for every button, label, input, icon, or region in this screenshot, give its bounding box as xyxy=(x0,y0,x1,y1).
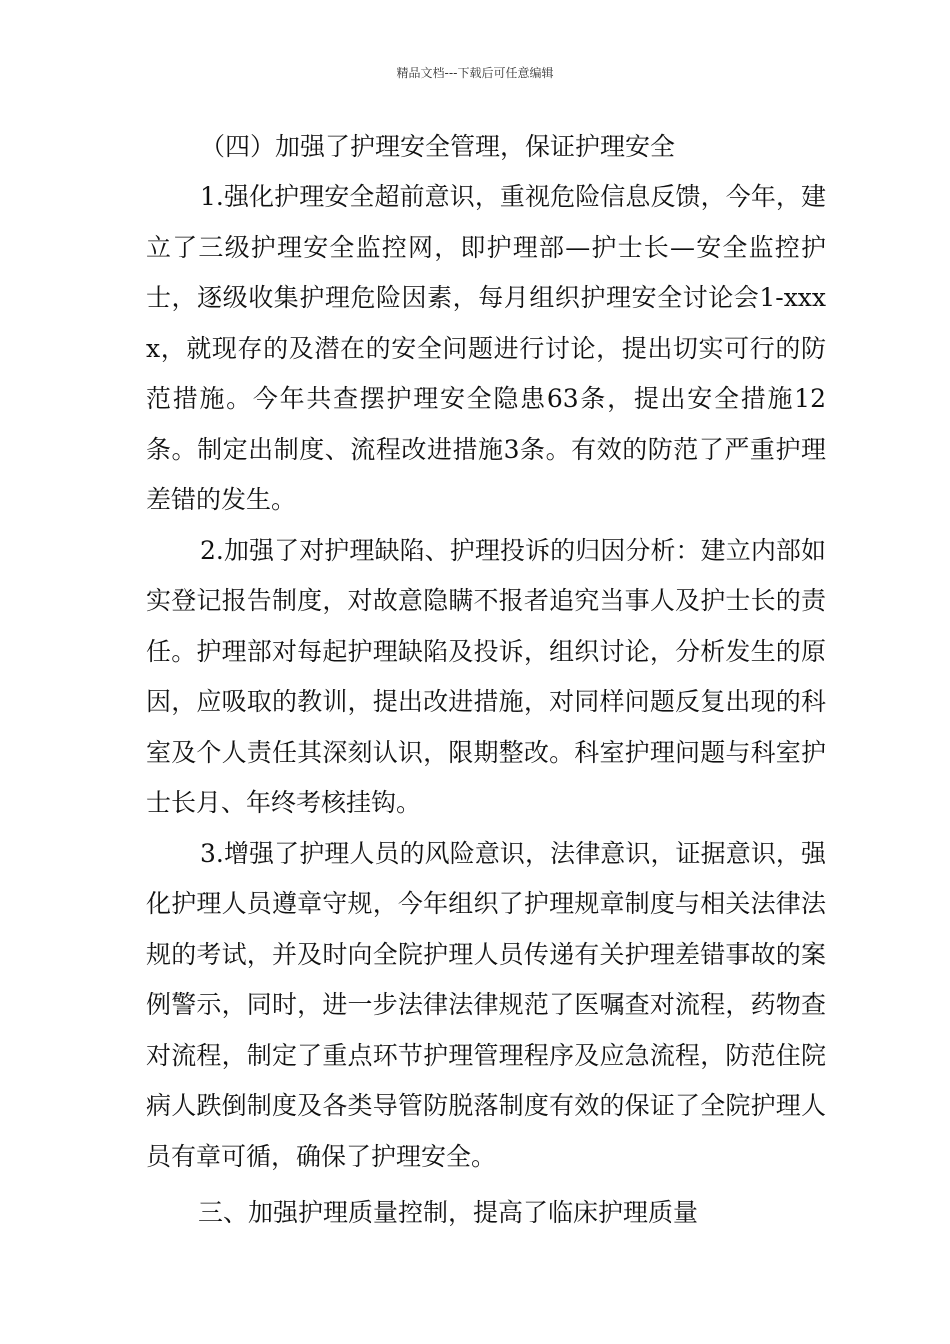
paragraph-1: 1.强化护理安全超前意识，重视危险信息反馈，今年，建立了三级护理安全监控网，即护理部—护士长—安全监控护士，逐级收集护理危险因素，每月组织护理安全讨论会1-xxxx，就现存的及潜在的安全问题进行讨论，提出切实可行的防范措施。今年共查摆护理安全隐患63条，提出安全措施12条。制定出制度、流程改进措施3条。有效的防范了严重护理差错的发生。 xyxy=(146,182,826,514)
page-header: 精品文档---下载后可任意编辑 xyxy=(396,66,554,80)
paragraph-3: 3.增强了护理人员的风险意识，法律意识，证据意识，强化护理人员遵章守规，今年组织了护理规章制度与相关法律法规的考试，并及时向全院护理人员传递有关护理差错事故的案例警示，同时，进一步法律法律规范了医嘱查对流程，药物查对流程，制定了重点环节护理管理程序及应急流程，防范住院病人跌倒制度及各类导管防脱落制度有效的保证了全院护理人员有章可循，确保了护理安全。 xyxy=(146,838,826,1171)
paragraph-2: 2.加强了对护理缺陷、护理投诉的归因分析：建立内部如实登记报告制度，对故意隐瞒不报者追究当事人及护士长的责任。护理部对每起护理缺陷及投诉，组织讨论，分析发生的原因，应吸取的教训，提出改进措施，对同样问题反复出现的科室及个人责任其深刻认识，限期整改。科室护理问题与科室护士长月、年终考核挂钩。 xyxy=(146,535,826,817)
closing-heading: 三、加强护理质量控制，提高了临床护理质量 xyxy=(198,1198,699,1227)
section-heading: （四）加强了护理安全管理，保证护理安全 xyxy=(200,132,676,161)
document-body xyxy=(146,122,826,1238)
